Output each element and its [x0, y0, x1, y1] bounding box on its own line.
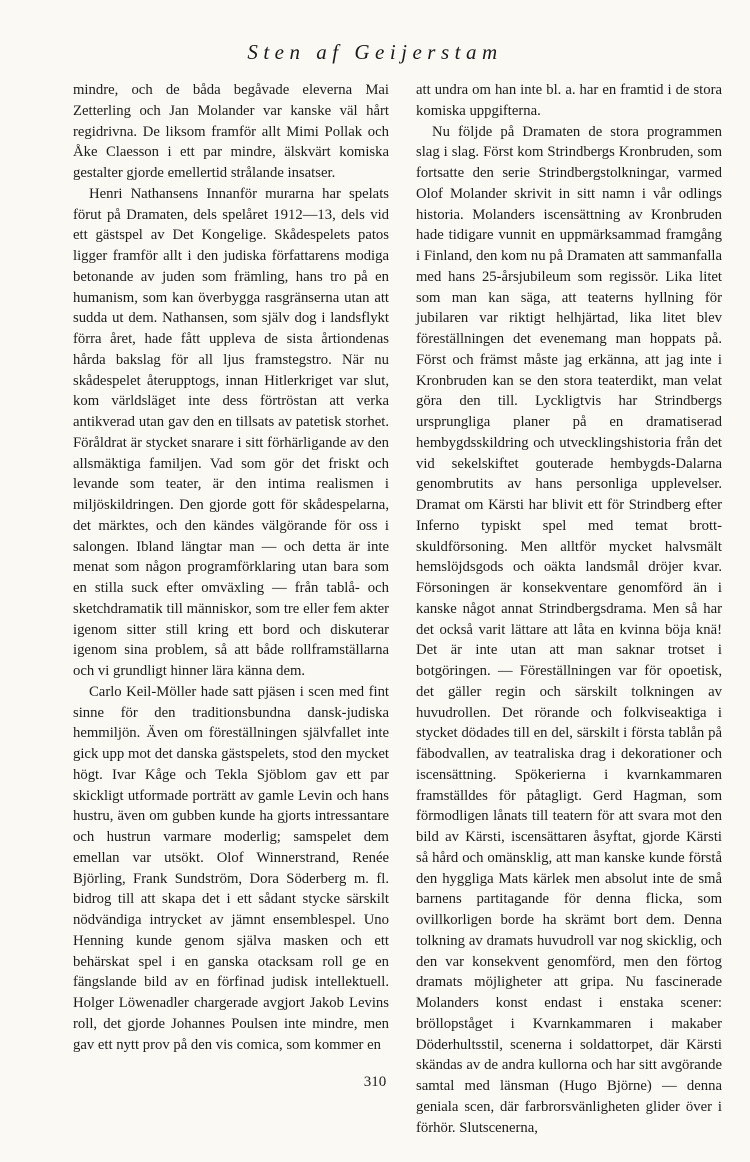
paragraph: Nu följde på Dramaten de stora programmen slag i slag. Först kom Strindbergs Kronbruden, som fortsatte den serie Strindbergstolkningar, varmed Olof Molander skrivit in sitt namn i vår odlings historia. Molanders iscensättning av Kronbruden hade tidigare vunnit en uppmärksammad framgång i Finland, den kom nu på Dramaten att sammanfalla med hans 25-årsjubileum som regissör. Lika litet som man kan säga, att teaterns hyllning för jubilaren var riktigt helhjärtad, lika litet blev föreställningen det evenemang man hoppats på. Först och främst måste jag erkänna, att jag inte i Kronbruden kan se den stora teaterdikt, man velat göra den till. Lyckligtvis har Strindbergs ursprungliga planer på en dramatiserad hembygdsskildring och utvecklingshistoria från det vid sekelskiftet gouterade hembygds-Dalarna genombrutits av hans personliga upplevelser. Dramat om Kärsti har blivit ett för Strindberg efter Inferno typiskt spel med temat brott-skuldförsoning. Men alltför mycket halvsmält hemslöjdsgods och oäkta landsmål dröjer kvar. Försoningen är konsekventare genomförd än i kanske något annat Strindbergsdrama. Men så har det också varit lättare att låta en kvinna böja knä! Det är inte utan att man saknar trotset i botgöringen. — Föreställningen var för opoetisk, det gäller regin och särskilt tolkningen av huvudrollen. Det rörande och folkviseaktiga i stycket dödades till en del, särskilt i första tablån på fäbodvallen, av teatraliska drag i dekorationer och iscensättning. Spökerierna i kvarnkammaren framställdes för påtagligt. Gerd Hagman, som förmodligen lånats till teatern för att svara mot den bild av Kärsti, iscensättaren åsyftat, gjorde Kärsti så hård och omänsklig, att man kanske kunde förstå den hyggliga Mats kärlek men absolut inte de små barnens partitagande för denna flicka, som ovillkorligen borde ha skrämt bort dem. Denna tolkning av dramats huvudroll var nog skicklig, och den var konsekvent genomförd, men den förtog dramats möjligheter att gripa. Nu fascinerade Molanders konst endast i enstaka scener: bröllopståget i Kvarnkammaren i makaber Döderhultsstil, scenerna i soldattorpet, där Kärsti skändas av de andra kullorna och har sitt avgörande samtal med länsman (Hugo Björne) — denna geniala scen, där farbrorsvänligheten glider över i förhör. Slutscenerna,: [416, 123, 722, 1136]
paragraph: Henri Nathansens Innanför murarna har spelats förut på Dramaten, dels spelåret 1912—13, dels vid ett gästspel av Det Kongelige. Skådespelets patos ligger framför allt i den judiska författarens modiga betonande av juden som främling, hans tro på en humanism, som kan överbygga rasgränserna utan att sudda ut dem. Nathansen, som själv dog i landsflykt förra året, hade fått uppleva de sista årtiondenas hårda bakslag för all ljus framstegstro. När nu skådespelet återupptogs, innan Hitlerkriget var slut, kom världsläget inte dess förtröstan att verka antikverad utan gav den en tillsats av patetisk storhet. Föråldrat är stycket snarare i sitt förhärligande av den allsmäktiga familjen. Vad som gör det friskt och levande som teater, är den intima realismen i miljöskildringen. Den gjorde gott för skådespelarna, det märktes, och den kändes välgörande för oss i salongen. Ibland längtar man — och detta är inte menat som någon programförklaring utan bara som en stilla suck efter omväxling — från tablå- och sketchdramatik till människor, som tre eller fem akter igenom sitter still kring ett bord och diskuterar igenom sina problem, så att både rollframställarna och vi grundligt hinner lära känna dem.: [73, 185, 389, 679]
paragraph: mindre, och de båda begåvade eleverna Mai Zetterling och Jan Molander var kanske väl hårt regidrivna. De liksom framför allt Mimi Pollak och Åke Claesson i ett par mindre, älskvärt komiska gestalter gjorde emellertid strålande insatser.: [73, 82, 389, 181]
running-header: Sten af Geijerstam: [247, 40, 503, 64]
right-column: [416, 80, 722, 1138]
left-column: [73, 80, 389, 1055]
paragraph: att undra om han inte bl. a. har en framtid i de stora komiska uppgifterna.: [416, 82, 722, 119]
page-number: 310: [363, 1074, 387, 1090]
paragraph: Carlo Keil-Möller hade satt pjäsen i scen med fint sinne för den traditionsbundna dansk-judiska hemmiljön. Även om föreställningen självfallet inte gick upp mot det danska gästspelets, stod den mycket högt. Ivar Kåge och Tekla Sjöblom gav ett par skickligt utformade porträtt av gamle Levin och hans hustru, även om gubben kunde ha gjorts intressantare och hustrun varmare moderlig; samspelet dem emellan var utsökt. Olof Winnerstrand, Renée Björling, Frank Sundström, Dora Söderberg m. fl. bidrog till att skapa det i ett sådant stycke särskilt nödvändiga intrycket av jämnt ensemblespel. Uno Henning kunde genom själva masken och ett behärskat spel i en ganska otacksam roll ge en fängslande bild av en förfinad judisk intellektuell. Holger Löwenadler chargerade avgjort Jakob Levins roll, det gjorde Johannes Poulsen inte mindre, men gav ett nytt prov på den vis comica, som kommer en: [73, 683, 389, 1053]
